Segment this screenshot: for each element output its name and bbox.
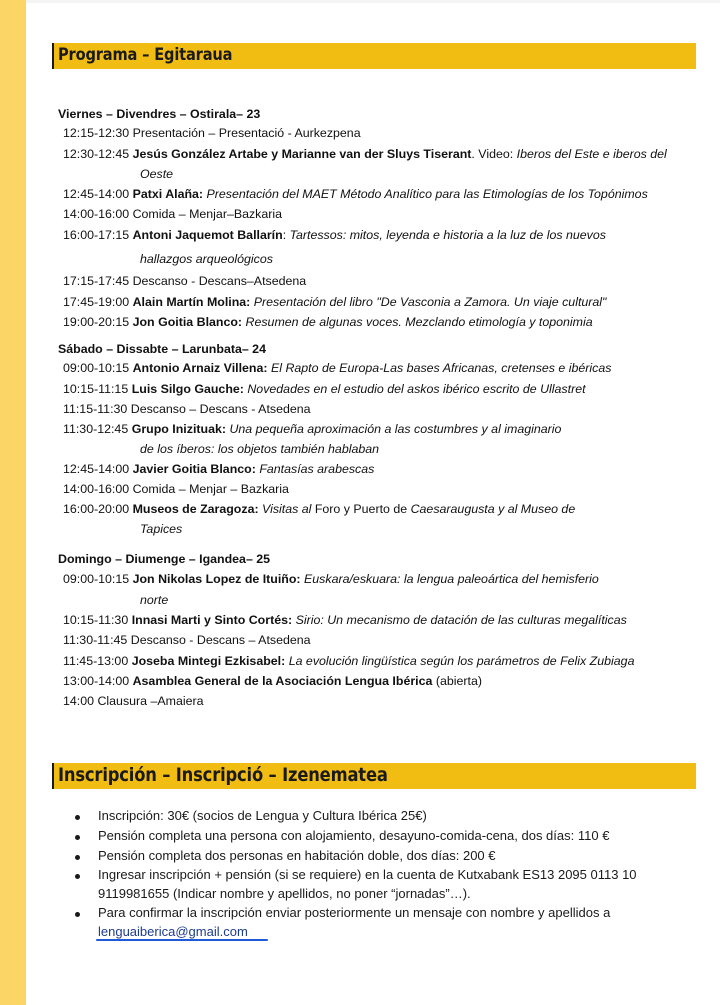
schedule-item: 09:00-10:15 Antonio Arnaiz Villena: El Rapto de Europa-Las bases Africanas, cretenses e ibéricas	[63, 361, 612, 375]
schedule-item-continuation: hallazgos arqueológicos	[140, 252, 273, 266]
schedule-item: 09:00-10:15 Jon Nikolas Lopez de Ituiño: Euskara/eskuara: la lengua paleoártica del hemisferio	[63, 572, 599, 586]
bullet-icon	[75, 815, 80, 820]
day-title-saturday: Sábado – Dissabte – Larunbata– 24	[58, 342, 266, 356]
schedule-item-continuation: norte	[140, 593, 169, 607]
schedule-item: 11:30-12:45 Grupo Inizituak: Una pequeña aproximación a las costumbres y al imaginario	[63, 422, 562, 436]
bullet-icon	[75, 855, 80, 860]
schedule-item: 10:15-11:30 Innasi Marti y Sinto Cortés: Sirio: Un mecanismo de datación de las culturas megalíticas	[63, 613, 627, 627]
schedule-item: 12:15-12:30 Presentación – Presentació - Aurkezpena	[63, 126, 361, 140]
email-underline	[96, 939, 268, 941]
registration-bullet: Pensión completa dos personas en habitación doble, dos días: 200 €	[98, 848, 496, 863]
bullet-icon	[75, 874, 80, 879]
schedule-item: 11:15-11:30 Descanso – Descans - Atsedena	[63, 402, 311, 416]
schedule-item: 17:45-19:00 Alain Martín Molina: Presentación del libro "De Vasconia a Zamora. Un viaje cultural"	[63, 295, 607, 309]
schedule-item-continuation: Oeste	[140, 167, 174, 181]
registration-heading	[52, 763, 696, 789]
registration-bullet: Pensión completa una persona con alojamiento, desayuno-comida-cena, dos días: 110 €	[98, 828, 610, 843]
schedule-item: 16:00-20:00 Museos de Zaragoza: Visitas al Foro y Puerto de Caesaraugusta y al Museo de	[63, 502, 576, 516]
day-title-friday: Viernes – Divendres – Ostirala– 23	[58, 107, 261, 121]
top-border	[26, 0, 720, 3]
bullet-icon	[75, 912, 80, 917]
registration-bullet-continuation: 9119981655 (Indicar nombre y apellidos, no poner “jornadas”…).	[98, 886, 471, 901]
registration-bullet: Ingresar inscripción + pensión (si se requiere) en la cuenta de Kutxabank ES13 2095 0113 10	[98, 867, 637, 882]
schedule-item: 19:00-20:15 Jon Goitia Blanco: Resumen de algunas voces. Mezclando etimología y toponimia	[63, 315, 593, 329]
schedule-item: 10:15-11:15 Luis Silgo Gauche: Novedades en el estudio del askos ibérico escrito de Ullastret	[63, 382, 586, 396]
day-title-sunday: Domingo – Diumenge – Igandea– 25	[58, 552, 271, 566]
registration-bullet: Inscripción: 30€ (socios de Lengua y Cultura Ibérica 25€)	[98, 808, 427, 823]
contact-email-link[interactable]: lenguaiberica@gmail.com	[98, 924, 248, 939]
schedule-item: 11:45-13:00 Joseba Mintegi Ezkisabel: La evolución lingüística según los parámetros de Felix Zubiaga	[63, 654, 635, 668]
schedule-item: 17:15-17:45 Descanso - Descans–Atsedena	[63, 274, 307, 288]
schedule-item: 14:00-16:00 Comida – Menjar – Bazkaria	[63, 482, 289, 496]
schedule-item: 13:00-14:00 Asamblea General de la Asociación Lengua Ibérica (abierta)	[63, 674, 482, 688]
schedule-item: 11:30-11:45 Descanso - Descans – Atsedena	[63, 633, 311, 647]
program-heading-text: Programa – Egitaraua	[58, 45, 233, 65]
schedule-item: 12:45-14:00 Javier Goitia Blanco: Fantasías arabescas	[63, 462, 375, 476]
program-heading	[52, 43, 696, 69]
contact-email-line	[98, 923, 248, 940]
schedule-item: 12:30-12:45 Jesús González Artabe y Marianne van der Sluys Tiserant. Video: Iberos del Este e iberos del	[63, 147, 667, 161]
left-accent-band	[0, 0, 26, 1005]
schedule-item: 14:00-16:00 Comida – Menjar–Bazkaria	[63, 207, 283, 221]
registration-heading-text: Inscripción – Inscripció – Izenematea	[58, 764, 388, 786]
schedule-item: 14:00 Clausura –Amaiera	[63, 694, 204, 708]
schedule-item: 16:00-17:15 Antoni Jaquemot Ballarín: Tartessos: mitos, leyenda e historia a la luz de los nuevos	[63, 228, 606, 242]
schedule-item: 12:45-14:00 Patxi Alaña: Presentación del MAET Método Analítico para las Etimologías de los Topónimos	[63, 187, 648, 201]
schedule-item-continuation: de los íberos: los objetos también hablaban	[140, 442, 380, 456]
registration-bullet: Para confirmar la inscripción enviar posteriormente un mensaje con nombre y apellidos a	[98, 905, 611, 920]
schedule-item-continuation: Tapices	[140, 522, 183, 536]
bullet-icon	[75, 835, 80, 840]
